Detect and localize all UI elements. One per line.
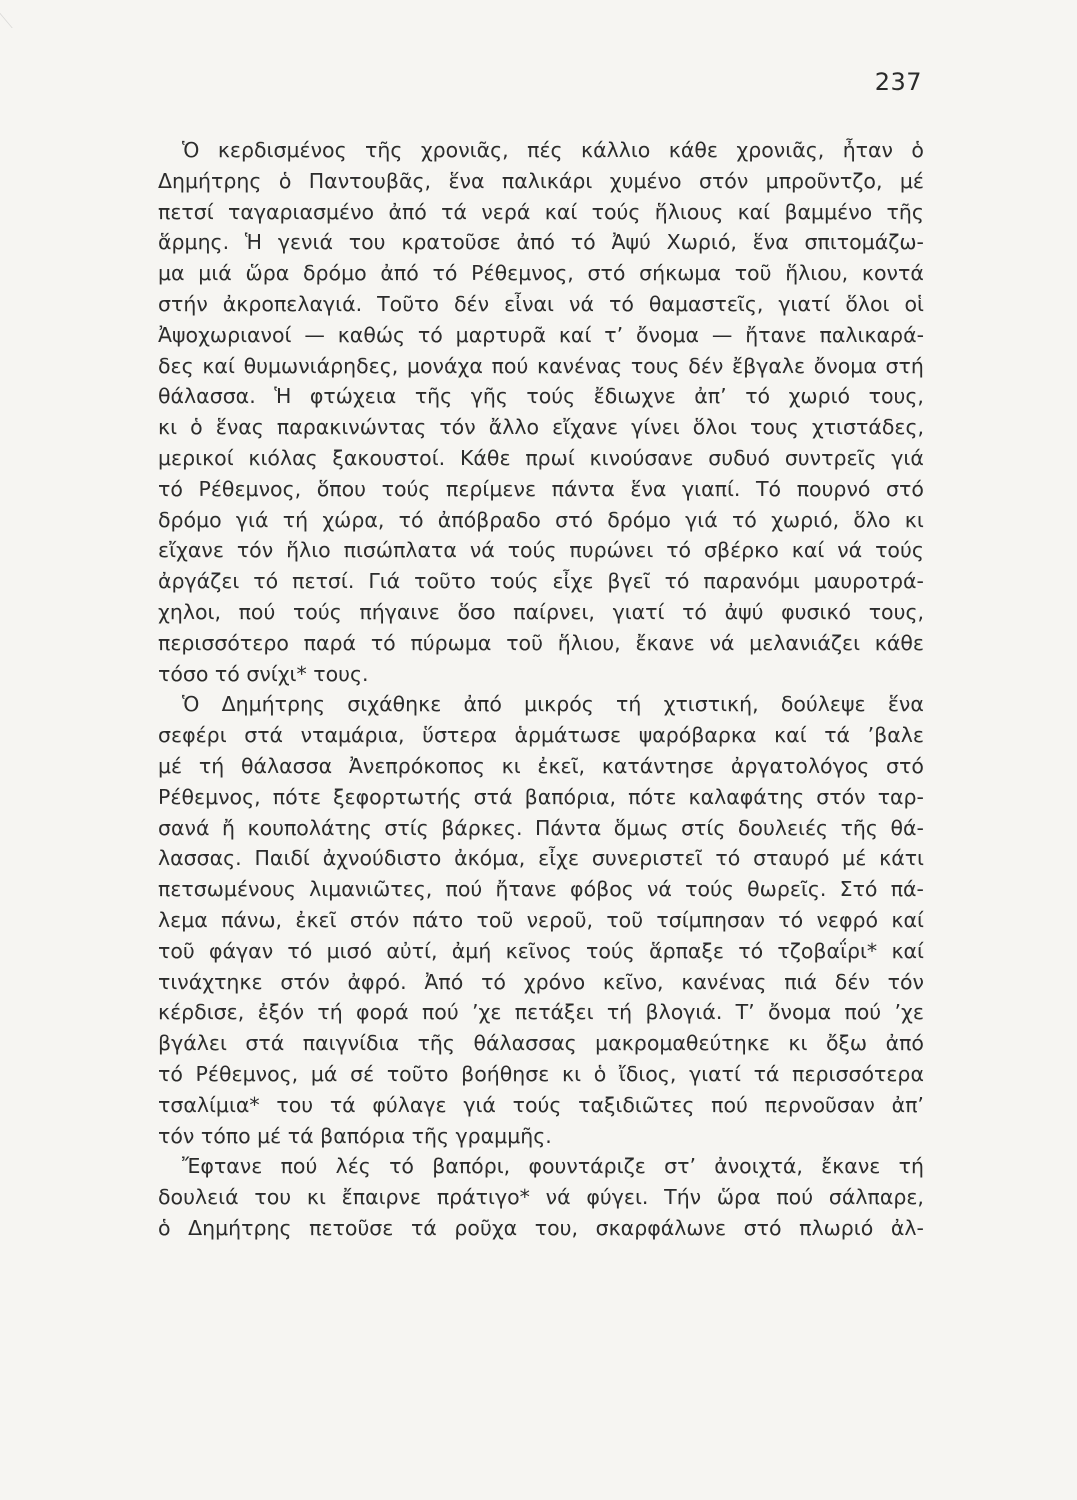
text-line: δες καί θυμωνιάρηδες, μονάχα πού κανένας τους δέν ἔβγαλε ὄνομα στή: [158, 353, 924, 378]
text-line: σανά ἤ κουπολάτης στίς βάρκες. Πάντα ὅμως στίς δουλειές τῆς θά-: [158, 815, 924, 840]
text-line: σεφέρι στά νταμάρια, ὕστερα ἁρμάτωσε ψαρόβαρκα καί τά ’βαλε: [158, 723, 924, 748]
text-line: Ἔφτανε πού λές τό βαπόρι, φουντάριζε στ’ ἀνοιχτά, ἔκανε τή: [182, 1154, 924, 1179]
text-line: χηλοι, πού τούς πήγαινε ὅσο παίρνει, γιατί τό ἀψύ φυσικό τους,: [158, 599, 924, 624]
body-text: [158, 135, 924, 1244]
text-line: δρόμο γιά τή χώρα, τό ἀπόβραδο στό δρόμο γιά τό χωριό, ὅλο κι: [158, 507, 924, 532]
text-line: Δημήτρης ὁ Παντουβᾶς, ἕνα παλικάρι χυμένο στόν μπροῦντζο, μέ: [158, 168, 924, 193]
text-line: εἴχανε τόν ἥλιο πισώπλατα νά τούς πυρώνει τό σβέρκο καί νά τούς: [158, 538, 924, 563]
text-line: μέ τή θάλασσα Ἀνεπρόκοπος κι ἐκεῖ, κατάντησε ἀργατολόγος στό: [158, 753, 924, 778]
text-line: τοῦ φάγαν τό μισό αὐτί, ἀμή κεῖνος τούς ἅρπαξε τό τζοβαΐρι* καί: [158, 938, 924, 963]
text-line: τό Ρέθεμνος, μά σέ τοῦτο βοήθησε κι ὁ ἴδιος, γιατί τά περισσότερα: [158, 1061, 924, 1086]
text-line: μα μιά ὥρα δρόμο ἀπό τό Ρέθεμνος, στό σήκωμα τοῦ ἥλιου, κοντά: [158, 261, 924, 286]
page-number: 237: [874, 68, 922, 96]
text-line: πετσί ταγαριασμένο ἀπό τά νερά καί τούς ἥλιους καί βαμμένο τῆς: [158, 199, 924, 224]
text-line: θάλασσα. Ἡ φτώχεια τῆς γῆς τούς ἔδιωχνε ἀπ’ τό χωριό τους,: [158, 384, 924, 409]
text-line: Ἀψοχωριανοί — καθώς τό μαρτυρᾶ καί τ’ ὄνομα — ἤτανε παλικαρά-: [158, 322, 924, 347]
text-line: τινάχτηκε στόν ἀφρό. Ἀπό τό χρόνο κεῖνο, κανένας πιά δέν τόν: [158, 969, 924, 994]
text-line: τόν τόπο μέ τά βαπόρια τῆς γραμμῆς.: [158, 1123, 552, 1148]
text-line: κι ὁ ἕνας παρακινώντας τόν ἄλλο εἴχανε γίνει ὅλοι τους χτιστάδες,: [158, 415, 924, 440]
text-line: στήν ἀκροπελαγιά. Τοῦτο δέν εἶναι νά τό θαμαστεῖς, γιατί ὅλοι οἱ: [158, 291, 924, 316]
text-line: τό Ρέθεμνος, ὅπου τούς περίμενε πάντα ἕνα γιαπί. Τό πουρνό στό: [158, 476, 924, 501]
text-line: Ὁ Δημήτρης σιχάθηκε ἀπό μικρός τή χτιστική, δούλεψε ἕνα: [182, 692, 924, 717]
text-line: τσαλίμια* του τά φύλαγε γιά τούς ταξιδιῶτες πού περνοῦσαν ἀπ’: [158, 1092, 924, 1117]
text-line: δουλειά του κι ἔπαιρνε πράτιγο* νά φύγει. Τήν ὥρα πού σάλπαρε,: [158, 1185, 924, 1210]
text-line: ὁ Δημήτρης πετοῦσε τά ροῦχα του, σκαρφάλωνε στό πλωριό ἀλ-: [158, 1215, 924, 1240]
text-line: λεμα πάνω, ἐκεῖ στόν πάτο τοῦ νεροῦ, τοῦ τσίμπησαν τό νεφρό καί: [158, 907, 924, 932]
scan-artifact: [0, 0, 43, 28]
text-line: ἅρμης. Ἡ γενιά του κρατοῦσε ἀπό τό Ἀψύ Χωριό, ἕνα σπιτομάζω-: [158, 230, 924, 255]
text-line: πετσωμένους λιμανιῶτες, πού ἤτανε φόβος νά τούς θωρεῖς. Στό πά-: [158, 877, 924, 902]
text-line: περισσότερο παρά τό πύρωμα τοῦ ἥλιου, ἔκανε νά μελανιάζει κάθε: [158, 630, 924, 655]
text-line: μερικοί κιόλας ξακουστοί. Κάθε πρωί κινούσανε συδυό συντρεῖς γιά: [158, 445, 924, 470]
text-line: κέρδισε, ἐξόν τή φορά πού ’χε πετάξει τή βλογιά. Τ’ ὄνομα πού ’χε: [158, 1000, 924, 1025]
text-line: τόσο τό σνίχι* τους.: [158, 661, 369, 686]
text-line: Ρέθεμνος, πότε ξεφορτωτής στά βαπόρια, πότε καλαφάτης στόν ταρ-: [158, 784, 924, 809]
text-line: λασσας. Παιδί ἀχνούδιστο ἀκόμα, εἶχε συνεριστεῖ τό σταυρό μέ κάτι: [158, 846, 924, 871]
text-line: Ὁ κερδισμένος τῆς χρονιᾶς, πές κάλλιο κάθε χρονιᾶς, ἦταν ὁ: [182, 138, 924, 162]
text-line: βγάλει στά παιγνίδια τῆς θάλασσας μακρομαθεύτηκε κι ὄξω ἀπό: [158, 1031, 924, 1056]
text-line: ἀργάζει τό πετσί. Γιά τοῦτο τούς εἶχε βγεῖ τό παρανόμι μαυροτρά-: [158, 569, 924, 594]
